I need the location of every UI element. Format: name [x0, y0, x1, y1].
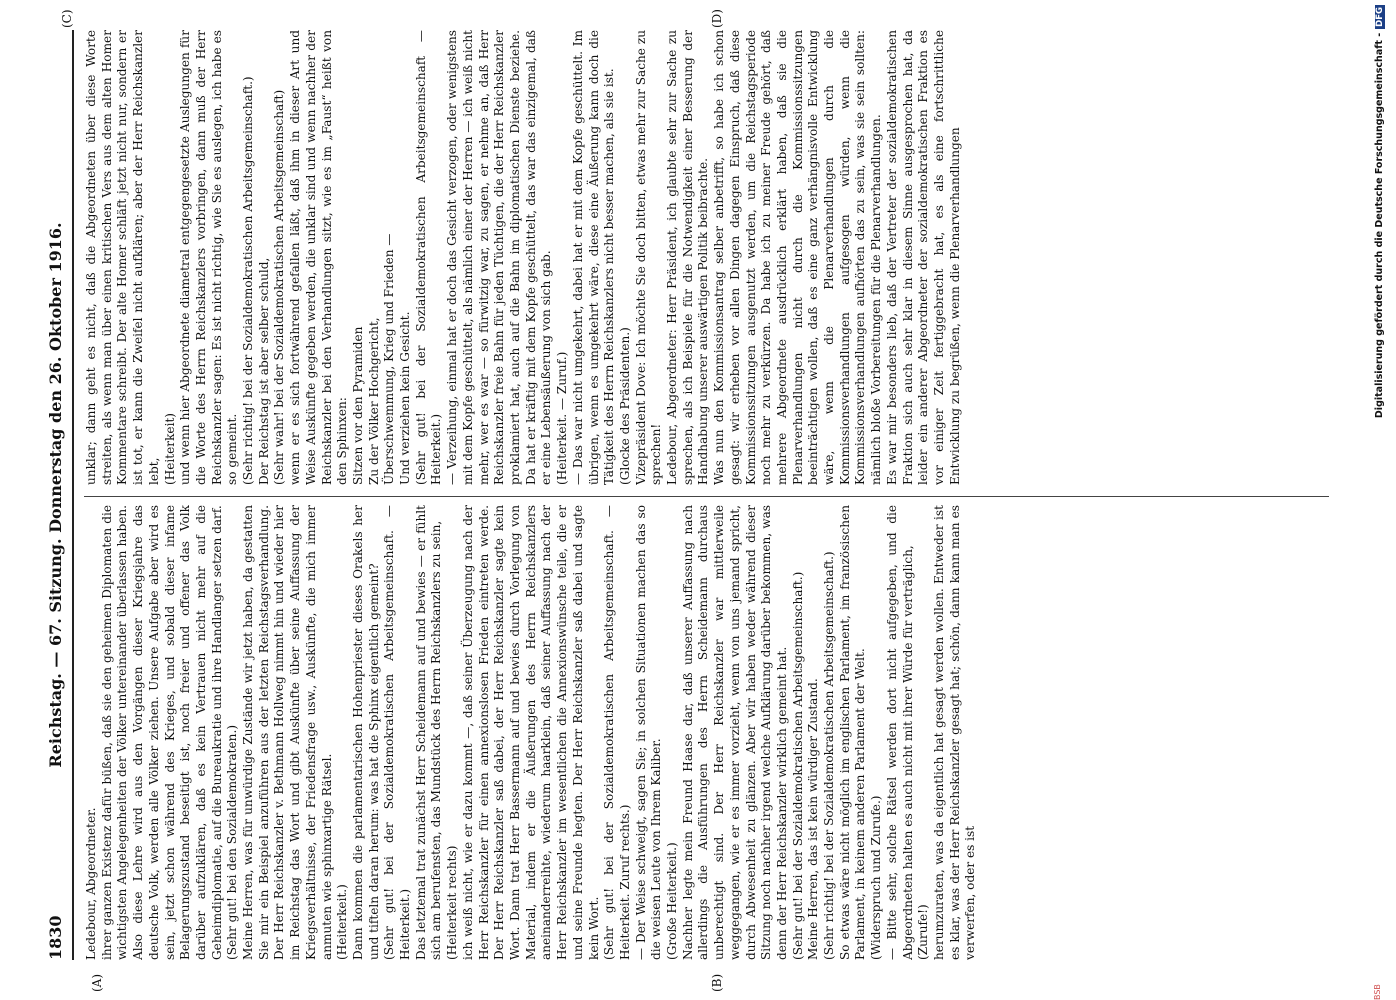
column-divider	[84, 496, 1329, 497]
margin-marker-c: (C)	[60, 9, 74, 28]
margin-marker-b: (B)	[710, 973, 724, 992]
credit-text: Digitalisierung gefördert durch die Deutsche Forschungsgemeinschaft -	[1374, 32, 1385, 419]
digitization-credit	[1374, 5, 1385, 995]
margin-marker-d: (D)	[710, 9, 724, 28]
dfg-logo: DFG	[1375, 7, 1385, 27]
page-header	[42, 30, 74, 960]
library-stamp: BSB	[1373, 984, 1382, 1000]
margin-marker-a: (A)	[90, 973, 104, 992]
left-column-text: Ledebour, Abgeordneter. ihrer ganzen Existenz dafür büßen, daß sie den geheimen Diplomaten die wichtigsten Angelegenheiten der Völker untereinander überlassen haben. Also diese Lehre wird aus den Vorgängen dieser Kriegsjahre das deutsche Volk, werden alle Völker ziehen. Unsere Aufgabe aber wird es sein, jetzt schon während des Krieges, und sobald dieser infame Belagerungszustand beseitigt ist, noch freier und offener das Volk darüber aufzuklären, daß es kein Vertrauen nicht mehr auf die Geheimdiplomatie, auf die Bureaukratie und ihre Handlanger setzen darf. (Sehr gut! bei den Sozialdemokraten.) Meine Herren, was für unwürdige Zustände wir jetzt haben, da gestatten Sie mir ein Beispiel anzuführen aus der letzten Reichstagsverhandlung. Der Herr Reichskanzler v. Bethmann Hollweg nimmt hin und wieder hier im Reichstag das Wort und gibt Auskünfte über seine Auffassung der Kriegsverhältnisse, der Friedensfrage usw., Auskünfte, die mich immer anmuten wie sphinxartige Rätsel. (Heiterkeit.) Dann kommen die parlamentarischen Hohenpriester dieses Orakels her und tifteln daran herum: was hat die Sphinx eigentlich gemeint? (Sehr gut! bei der Sozialdemokratischen Arbeitsgemeinschaft. — Heiterkeit.) Das letztemal trat zunächst Herr Scheidemann auf und bewies — er fühlt sich am berufensten, das Mundstück des Herrn Reichskanzlers zu sein, (Heiterkeit rechts) ich weiß nicht, wie er dazu kommt —, daß seiner Überzeugung nach der Herr Reichskanzler für einen annexionslosen Frieden eintreten werde. Der Herr Reichskanzler saß dabei, der Herr Reichskanzler sagte kein Wort. Dann trat Herr Bassermann auf und bewies durch Vorlegung von Material, indem er die Äußerungen des Herrn Reichskanzlers aneinanderreihte, wiederum haarklein, daß seiner Auffassung nach der Herr Reichskanzler im wesentlichen die Annexionswünsche teile, die er und seine Freunde hegten. Der Herr Reichskanzler saß dabei und sagte kein Wort. (Sehr gut! bei der Sozialdemokratischen Arbeitsgemeinschaft. — Heiterkeit. Zuruf rechts.) — Der Weise schweigt, sagen Sie; in solchen Situationen machen das so die weisen Leute von Ihrem Kaliber. (Große Heiterkeit.) Nachher legte mein Freund Haase dar, daß unserer Auffassung nach allerdings die Ausführungen des Herrn Scheidemann durchaus unberechtigt sind. Der Herr Reichskanzler war mittlerweile weggegangen, wie er es immer vorzieht, wenn von uns jemand spricht, durch Abwesenheit zu glänzen. Aber wir haben weder während dieser Sitzung noch nachher irgend welche Aufklärung darüber bekommen, was denn der Herr Reichskanzler wirklich gemeint hat. (Sehr gut! bei der Sozialdemokratischen Arbeitsgemeinschaft.) Meine Herren, das ist kein würdiger Zustand. (Sehr richtig! bei der Sozialdemokratischen Arbeitsgemeinschaft.) So etwas wäre nicht möglich im englischen Parlament, im französischen Parlament, in keinem anderen Parlament der Welt. (Widerspruch und Zurufe.) — Bitte sehr, solche Rätsel werden dort nicht aufgegeben, und die Abgeordneten halten es auch nicht mit ihrer Würde für verträglich, (Zurufe!) herumzuraten, was da eigentlich hat gesagt werden wollen. Entweder ist es klar, was der Herr Reichskanzler gesagt hat; schön, dann kann man es verwerfen, oder es ist	[84, 505, 978, 960]
page-number: 1830	[46, 915, 65, 960]
right-column-text: unklar; dann geht es nicht, daß die Abgeordneten über diese Worte streiten, als wenn man über einen kritischen Vers aus dem alten Homer Kommentare schreibt. Der alte Homer schläft jetzt nicht nur, sondern er ist tot, er kann die Zweifel nicht aufklären; aber der Herr Reichskanzler lebt, (Heiterkeit) und wenn hier Abgeordnete diametral entgegengesetzte Auslegungen für die Worte des Herrn Reichskanzlers vorbringen, dann muß der Herr Reichskanzler sagen: Es ist nicht richtig, wie Sie es auslegen, ich habe es so gemeint. (Sehr richtig! bei der Sozialdemokratischen Arbeitsgemeinschaft.) Der Reichstag ist aber selber schuld, (Sehr wahr! bei der Sozialdemokratischen Arbeitsgemeinschaft) wenn er es sich fortwährend gefallen läßt, daß ihm in dieser Art und Weise Auskünfte gegeben werden, die unklar sind und wenn nachher der Reichskanzler bei den Verhandlungen sitzt, wie es im „Faust“ heißt von den Sphinxen: Sitzen vor den Pyramiden Zu der Völker Hochgericht, Überschwemmung, Krieg und Frieden — Und verziehen kein Gesicht. (Sehr gut! bei der Sozialdemokratischen Arbeitsgemeinschaft — Heiterkeit.) — Verzeihung, einmal hat er doch das Gesicht verzogen, oder wenigstens mit dem Kopfe geschüttelt, als nämlich einer der Herren — ich weiß nicht mehr, wer es war — so fürwitzig war, zu sagen, er nehme an, daß Herr Reichskanzler freie Bahn für jeden Tüchtigen, die der Herr Reichskanzler proklamiert hat, auch auf die Bahn im diplomatischen Dienste beziehe. Da hat er kräftig mit dem Kopfe geschüttelt, das war das einzigemal, daß er eine Lebensäußerung von sich gab. (Heiterkeit. — Zuruf.) — Das war nicht umgekehrt, dabei hat er mit dem Kopfe geschüttelt. Im übrigen, wenn es umgekehrt wäre, diese eine Äußerung kann doch die Tätigkeit des Herrn Reichskanzlers nicht besser machen, als sie ist. (Glocke des Präsidenten.) Vizepräsident Dove: Ich möchte Sie doch bitten, etwas mehr zur Sache zu sprechen! Ledebour, Abgeordneter: Herr Präsident, ich glaubte sehr zur Sache zu sprechen, als ich Beispiele für die Notwendigkeit einer Besserung der Handhabung unserer auswärtigen Politik beibrachte. Was nun den Kommissionsantrag selber anbetrifft, so habe ich schon gesagt: wir erheben vor allen Dingen dagegen Einspruch, daß diese Kommissionssitzungen ausgenutzt werden, um die Reichstagsperiode noch mehr zu verkürzen. Da habe ich zu meiner Freude gehört, daß mehrere Abgeordnete ausdrücklich erklärt haben, daß sie die Plenarverhandlungen nicht durch die Kommissionssitzungen beeinträchtigen wollen, daß es eine ganz verhängnisvolle Entwicklung wäre, wenn die Plenarverhandlungen durch die Kommissionsverhandlungen aufgesogen würden, wenn die Kommissionsverhandlungen aufhörten das zu sein, was sie sein sollten: nämlich bloße Vorbereitungen für die Plenarverhandlungen. Es war mir besonders lieb, daß der Vertreter der sozialdemokratischen Fraktion sich auch sehr klar in diesem Sinne ausgesprochen hat, da leider ein anderer Abgeordneter der sozialdemokratischen Fraktion es vor einiger Zeit fertiggebracht hat, es als eine fortschrittliche Entwicklung zu begrüßen, wenn die Plenarverhandlungen	[84, 30, 962, 485]
page-title: Reichstag. — 67. Sitzung. Donnerstag den 26. Oktober 1916.	[46, 222, 65, 768]
